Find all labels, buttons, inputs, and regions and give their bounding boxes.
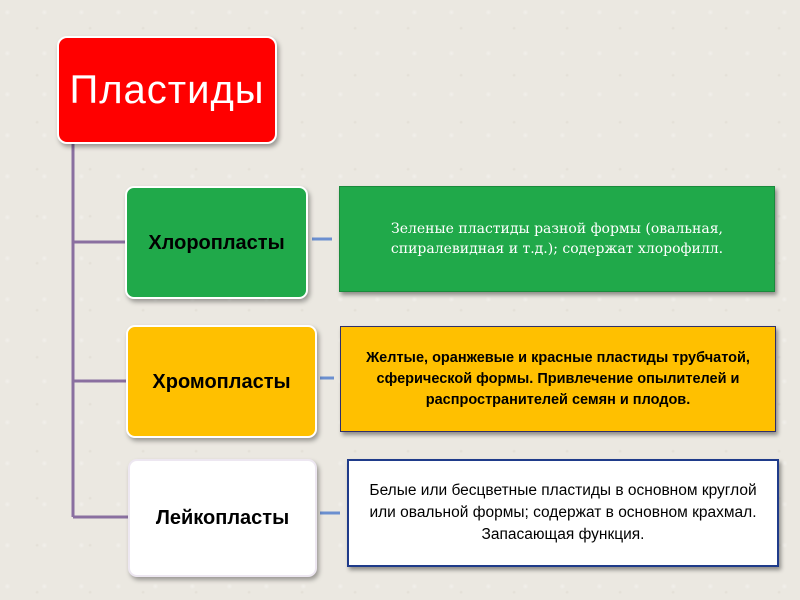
category-label: Хромопласты xyxy=(152,370,291,393)
category-node-chloroplasts xyxy=(125,186,308,299)
category-label: Лейкопласты xyxy=(155,507,290,529)
category-label: Хлоропласты xyxy=(148,231,285,254)
description-box-chloroplasts xyxy=(339,186,775,292)
root-node-label: Пластиды xyxy=(69,68,265,112)
category-node-chromoplasts xyxy=(126,325,317,438)
category-node-leucoplasts xyxy=(128,459,317,577)
description-text: Зеленые пластиды разной формы (овальная, спиралевидная и т.д.); содержат хлорофилл. xyxy=(390,221,724,257)
description-box-leucoplasts xyxy=(347,459,779,567)
description-text: Белые или бесцветные пластиды в основном круглой или овальной формы; содержат в основном крахмал. Запасающая функция. xyxy=(369,482,757,543)
root-node-plastids xyxy=(57,36,277,144)
description-text: Желтые, оранжевые и красные пластиды трубчатой, сферической формы. Привлечение опылителей и распространителей семян и плодов. xyxy=(366,349,750,408)
description-box-chromoplasts xyxy=(340,326,776,432)
